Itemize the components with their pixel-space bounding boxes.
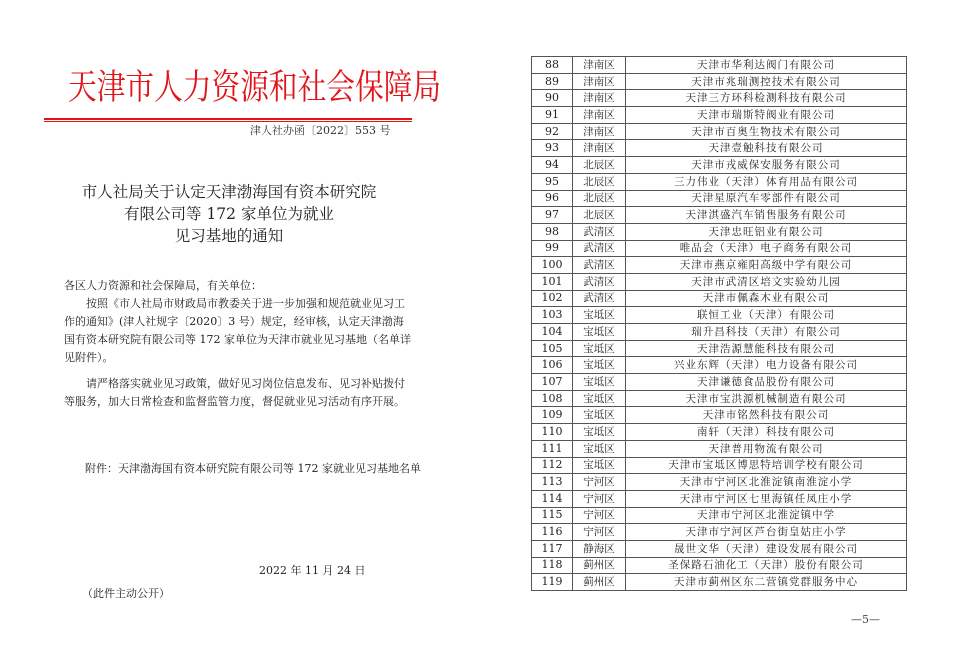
table-row — [532, 457, 907, 474]
table-row — [532, 507, 907, 524]
row-unit-name: 天津壹触科技有限公司 — [626, 140, 907, 157]
row-number: 98 — [532, 223, 573, 240]
row-unit-name: 天津普用物流有限公司 — [626, 440, 907, 457]
table-row — [532, 374, 907, 391]
notice-title-line: 市人社局关于认定天津渤海国有资本研究院 — [81, 183, 377, 201]
row-district: 宁河区 — [573, 524, 626, 541]
row-unit-name: 天津市戎威保安服务有限公司 — [626, 157, 907, 174]
table-row — [532, 123, 907, 140]
row-number: 109 — [532, 407, 573, 424]
row-number: 107 — [532, 374, 573, 391]
row-unit-name: 天津市兆瑞测控技术有限公司 — [626, 73, 907, 90]
row-number: 94 — [532, 157, 573, 174]
notice-title-line: 见习基地的通知 — [174, 227, 284, 245]
table-row — [532, 273, 907, 290]
table-row — [532, 173, 907, 190]
row-district: 宝坻区 — [573, 357, 626, 374]
left-page — [0, 0, 480, 667]
table-row — [532, 390, 907, 407]
table-row — [532, 424, 907, 441]
row-district: 蓟州区 — [573, 557, 626, 574]
row-number: 93 — [532, 140, 573, 157]
row-number: 108 — [532, 390, 573, 407]
row-district: 宝坻区 — [573, 340, 626, 357]
row-number: 106 — [532, 357, 573, 374]
row-district: 津南区 — [573, 57, 626, 74]
row-district: 宝坻区 — [573, 424, 626, 441]
table-row — [532, 157, 907, 174]
row-unit-name: 天津市武清区培文实验幼儿园 — [626, 273, 907, 290]
table-row — [532, 557, 907, 574]
table-row — [532, 490, 907, 507]
row-unit-name: 天津市宝坻区博思特培训学校有限公司 — [626, 457, 907, 474]
row-unit-name: 天津市佩森木业有限公司 — [626, 290, 907, 307]
row-district: 北辰区 — [573, 207, 626, 224]
row-unit-name: 天津忠旺铝业有限公司 — [626, 223, 907, 240]
row-number: 92 — [532, 123, 573, 140]
row-unit-name: 唯品会（天津）电子商务有限公司 — [626, 240, 907, 257]
row-number: 91 — [532, 107, 573, 124]
row-number: 117 — [532, 540, 573, 557]
row-unit-name: 联恒工业（天津）有限公司 — [626, 307, 907, 324]
row-number: 119 — [532, 574, 573, 591]
row-district: 武清区 — [573, 273, 626, 290]
row-district: 宁河区 — [573, 474, 626, 491]
table-row — [532, 540, 907, 557]
row-unit-name: 瑞升昌科技（天津）有限公司 — [626, 324, 907, 341]
row-number: 115 — [532, 507, 573, 524]
row-district: 北辰区 — [573, 190, 626, 207]
row-district: 蓟州区 — [573, 574, 626, 591]
row-number: 95 — [532, 173, 573, 190]
row-unit-name: 天津市华利达阀门有限公司 — [626, 57, 907, 74]
row-unit-name: 三力伟业（天津）体育用品有限公司 — [626, 173, 907, 190]
body-paragraph: 请严格落实就业见习政策，做好见习岗位信息发布、见习补贴拨付等服务，加大日常检查和监督监管力度，督促就业见习活动有序开展。 — [64, 377, 405, 408]
notice-title-line: 有限公司等 172 家单位为就业 — [124, 205, 334, 223]
row-number: 104 — [532, 324, 573, 341]
row-number: 110 — [532, 424, 573, 441]
row-number: 89 — [532, 73, 573, 90]
table-row — [532, 207, 907, 224]
table-row — [532, 90, 907, 107]
row-number: 118 — [532, 557, 573, 574]
row-unit-name: 天津市宁河区北淮淀镇中学 — [626, 507, 907, 524]
table-row — [532, 257, 907, 274]
row-unit-name: 天津星原汽车零部件有限公司 — [626, 190, 907, 207]
unit-list-table — [531, 56, 907, 591]
row-district: 宁河区 — [573, 490, 626, 507]
row-unit-name: 天津市瑞斯特阀业有限公司 — [626, 107, 907, 124]
notice-title — [44, 181, 414, 247]
row-unit-name: 天津淇盛汽车销售服务有限公司 — [626, 207, 907, 224]
row-unit-name: 兴业东辉（天津）电力设备有限公司 — [626, 357, 907, 374]
doc-number: 津人社办函〔2022〕553 号 — [250, 124, 391, 137]
row-unit-name: 南轩（天津）科技有限公司 — [626, 424, 907, 441]
row-unit-name: 天津市宝洪源机械制造有限公司 — [626, 390, 907, 407]
row-number: 113 — [532, 474, 573, 491]
row-number: 112 — [532, 457, 573, 474]
row-unit-name: 天津谦德食品股份有限公司 — [626, 374, 907, 391]
red-rule-thick — [44, 118, 412, 120]
table-row — [532, 407, 907, 424]
row-number: 88 — [532, 57, 573, 74]
row-number: 116 — [532, 524, 573, 541]
row-unit-name: 天津市宁河区七里海镇任凤庄小学 — [626, 490, 907, 507]
body-paragraph: 按照《市人社局市财政局市教委关于进一步加强和规范就业见习工作的通知》(津人社规字〔2020〕3 号）规定，经审核，认定天津渤海国有资本研究院有限公司等 172 家单位为天津市就业见习基地（名单详见附件）。 — [64, 297, 411, 364]
row-district: 津南区 — [573, 90, 626, 107]
row-district: 宝坻区 — [573, 457, 626, 474]
row-unit-name: 天津市宁河区芦台街皇姑庄小学 — [626, 524, 907, 541]
row-unit-name: 天津浩源慧能科技有限公司 — [626, 340, 907, 357]
row-number: 111 — [532, 440, 573, 457]
row-district: 津南区 — [573, 140, 626, 157]
table-row — [532, 190, 907, 207]
row-unit-name: 天津三方环科检测科技有限公司 — [626, 90, 907, 107]
row-unit-name: 天津市铭然科技有限公司 — [626, 407, 907, 424]
table-row — [532, 73, 907, 90]
row-unit-name: 天津市宁河区北淮淀镇南淮淀小学 — [626, 474, 907, 491]
table-row — [532, 107, 907, 124]
row-number: 101 — [532, 273, 573, 290]
table-row — [532, 307, 907, 324]
right-page — [481, 0, 962, 667]
table-row — [532, 290, 907, 307]
row-number: 105 — [532, 340, 573, 357]
table-row — [532, 324, 907, 341]
table-row — [532, 440, 907, 457]
row-district: 宝坻区 — [573, 407, 626, 424]
row-district: 北辰区 — [573, 157, 626, 174]
table-row — [532, 524, 907, 541]
row-district: 宝坻区 — [573, 390, 626, 407]
row-unit-name: 天津市蓟州区东二营镇党群服务中心 — [626, 574, 907, 591]
row-number: 102 — [532, 290, 573, 307]
row-district: 武清区 — [573, 240, 626, 257]
public-note: （此件主动公开） — [82, 587, 170, 600]
table-row — [532, 240, 907, 257]
row-district: 静海区 — [573, 540, 626, 557]
row-unit-name: 天津市百奥生物技术有限公司 — [626, 123, 907, 140]
row-number: 99 — [532, 240, 573, 257]
row-unit-name: 圣保路石油化工（天津）股份有限公司 — [626, 557, 907, 574]
row-district: 津南区 — [573, 123, 626, 140]
row-district: 武清区 — [573, 223, 626, 240]
attachment-note: 附件：天津渤海国有资本研究院有限公司等 172 家就业见习基地名单 — [85, 462, 421, 475]
page-number: —5— — [851, 613, 880, 626]
row-district: 津南区 — [573, 107, 626, 124]
row-district: 宝坻区 — [573, 374, 626, 391]
row-district: 宝坻区 — [573, 440, 626, 457]
row-unit-name: 天津市燕京雍阳高级中学有限公司 — [626, 257, 907, 274]
row-district: 宝坻区 — [573, 324, 626, 341]
table-row — [532, 140, 907, 157]
table-row — [532, 57, 907, 74]
agency-title: 天津市人力资源和社会保障局 — [68, 68, 442, 108]
row-number: 100 — [532, 257, 573, 274]
table-row — [532, 474, 907, 491]
table-row — [532, 340, 907, 357]
row-district: 津南区 — [573, 73, 626, 90]
table-row — [532, 357, 907, 374]
row-district: 武清区 — [573, 257, 626, 274]
row-number: 96 — [532, 190, 573, 207]
table-row — [532, 574, 907, 591]
row-district: 北辰区 — [573, 173, 626, 190]
row-number: 97 — [532, 207, 573, 224]
row-number: 90 — [532, 90, 573, 107]
row-unit-name: 晟世文华（天津）建设发展有限公司 — [626, 540, 907, 557]
table-row — [532, 223, 907, 240]
row-district: 宝坻区 — [573, 307, 626, 324]
row-number: 114 — [532, 490, 573, 507]
row-district: 武清区 — [573, 290, 626, 307]
salutation: 各区人力资源和社会保障局，有关单位： — [64, 279, 262, 292]
issue-date: 2022 年 11 月 24 日 — [259, 564, 366, 577]
row-district: 宁河区 — [573, 507, 626, 524]
row-number: 103 — [532, 307, 573, 324]
